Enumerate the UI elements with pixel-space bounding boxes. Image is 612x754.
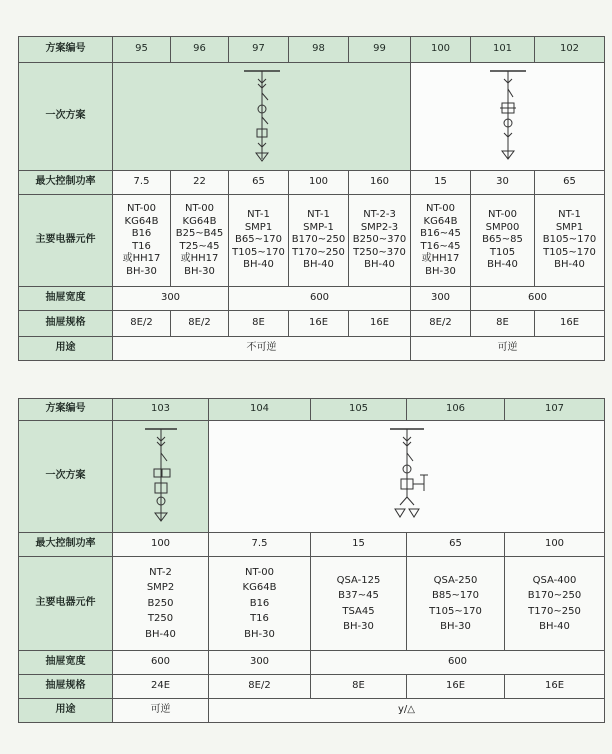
drawer-spec-cell: 16E — [349, 311, 411, 337]
components-cell: NT-1 SMP-1 B170~250 T170~250 BH-40 — [289, 195, 349, 287]
max-power-cell: 100 — [113, 533, 209, 557]
primary-diagram-100-102 — [411, 63, 605, 171]
scheme-table-2 — [18, 398, 605, 723]
drawer-width-cell: 300 — [113, 287, 229, 311]
drawer-spec-cell: 8E — [471, 311, 535, 337]
max-power-cell: 65 — [229, 171, 289, 195]
drawer-width-cell: 600 — [113, 651, 209, 675]
max-power-cell: 65 — [535, 171, 605, 195]
circuit-diagram-icon — [478, 67, 538, 167]
scheme-no-cell: 103 — [113, 399, 209, 421]
drawer-spec-cell: 8E/2 — [171, 311, 229, 337]
scheme-no-cell: 102 — [535, 37, 605, 63]
row-label-scheme-no: 方案编号 — [19, 37, 113, 63]
components-cell: NT-1 SMP1 B105~170 T105~170 BH-40 — [535, 195, 605, 287]
components-cell: NT-00 KG64B B16 T16 或HH17 BH-30 — [113, 195, 171, 287]
primary-diagram-95-99 — [113, 63, 411, 171]
circuit-diagram-icon — [362, 425, 452, 529]
scheme-no-cell: 106 — [407, 399, 505, 421]
scheme-no-cell: 104 — [209, 399, 311, 421]
row-label-drawer-spec: 抽屉规格 — [19, 311, 113, 337]
max-power-cell: 100 — [505, 533, 605, 557]
row-label-drawer-width: 抽屉宽度 — [19, 287, 113, 311]
scheme-no-cell: 99 — [349, 37, 411, 63]
max-power-cell: 7.5 — [113, 171, 171, 195]
usage-cell: 不可逆 — [113, 337, 411, 361]
max-power-cell: 7.5 — [209, 533, 311, 557]
row-label-usage: 用途 — [19, 337, 113, 361]
scheme-no-cell: 100 — [411, 37, 471, 63]
drawer-width-cell: 600 — [311, 651, 605, 675]
drawer-width-cell: 600 — [471, 287, 605, 311]
scheme-table-1 — [18, 36, 605, 361]
drawer-spec-cell: 8E/2 — [209, 675, 311, 699]
components-cell: NT-2-3 SMP2-3 B250~370 T250~370 BH-40 — [349, 195, 411, 287]
primary-diagram-103 — [113, 421, 209, 533]
row-label-usage: 用途 — [19, 699, 113, 723]
max-power-cell: 15 — [411, 171, 471, 195]
scheme-no-cell: 101 — [471, 37, 535, 63]
max-power-cell: 100 — [289, 171, 349, 195]
row-label-max-power: 最大控制功率 — [19, 533, 113, 557]
row-label-components: 主要电器元件 — [19, 557, 113, 651]
max-power-cell: 65 — [407, 533, 505, 557]
drawer-width-cell: 300 — [411, 287, 471, 311]
row-label-primary: 一次方案 — [19, 63, 113, 171]
scheme-no-cell: 107 — [505, 399, 605, 421]
drawer-spec-cell: 8E — [229, 311, 289, 337]
row-label-drawer-width: 抽屉宽度 — [19, 651, 113, 675]
components-cell: NT-1 SMP1 B65~170 T105~170 BH-40 — [229, 195, 289, 287]
drawer-spec-cell: 24E — [113, 675, 209, 699]
drawer-spec-cell: 16E — [535, 311, 605, 337]
max-power-cell: 22 — [171, 171, 229, 195]
usage-cell: y/△ — [209, 699, 605, 723]
row-label-primary: 一次方案 — [19, 421, 113, 533]
max-power-cell: 15 — [311, 533, 407, 557]
scheme-no-cell: 97 — [229, 37, 289, 63]
row-label-scheme-no: 方案编号 — [19, 399, 113, 421]
components-cell: NT-00 KG64B B16~45 T16~45 或HH17 BH-30 — [411, 195, 471, 287]
scheme-no-cell: 98 — [289, 37, 349, 63]
scheme-no-cell: 95 — [113, 37, 171, 63]
components-cell: NT-2 SMP2 B250 T250 BH-40 — [113, 557, 209, 651]
circuit-diagram-icon — [131, 425, 191, 529]
drawer-spec-cell: 16E — [505, 675, 605, 699]
drawer-spec-cell: 16E — [289, 311, 349, 337]
components-cell: NT-00 SMP00 B65~85 T105 BH-40 — [471, 195, 535, 287]
components-cell: QSA-400 B170~250 T170~250 BH-40 — [505, 557, 605, 651]
drawer-spec-cell: 8E/2 — [113, 311, 171, 337]
drawer-spec-cell: 8E — [311, 675, 407, 699]
scheme-no-cell: 105 — [311, 399, 407, 421]
max-power-cell: 30 — [471, 171, 535, 195]
drawer-spec-cell: 16E — [407, 675, 505, 699]
components-cell: QSA-250 B85~170 T105~170 BH-30 — [407, 557, 505, 651]
components-cell: QSA-125 B37~45 TSA45 BH-30 — [311, 557, 407, 651]
components-cell: NT-00 KG64B B25~B45 T25~45 或HH17 BH-30 — [171, 195, 229, 287]
row-label-components: 主要电器元件 — [19, 195, 113, 287]
drawer-width-cell: 600 — [229, 287, 411, 311]
components-cell: NT-00 KG64B B16 T16 BH-30 — [209, 557, 311, 651]
circuit-diagram-icon — [232, 67, 292, 167]
drawer-spec-cell: 8E/2 — [411, 311, 471, 337]
drawer-width-cell: 300 — [209, 651, 311, 675]
row-label-drawer-spec: 抽屉规格 — [19, 675, 113, 699]
primary-diagram-104-107 — [209, 421, 605, 533]
usage-cell: 可逆 — [411, 337, 605, 361]
row-label-max-power: 最大控制功率 — [19, 171, 113, 195]
scheme-no-cell: 96 — [171, 37, 229, 63]
max-power-cell: 160 — [349, 171, 411, 195]
usage-cell: 可逆 — [113, 699, 209, 723]
